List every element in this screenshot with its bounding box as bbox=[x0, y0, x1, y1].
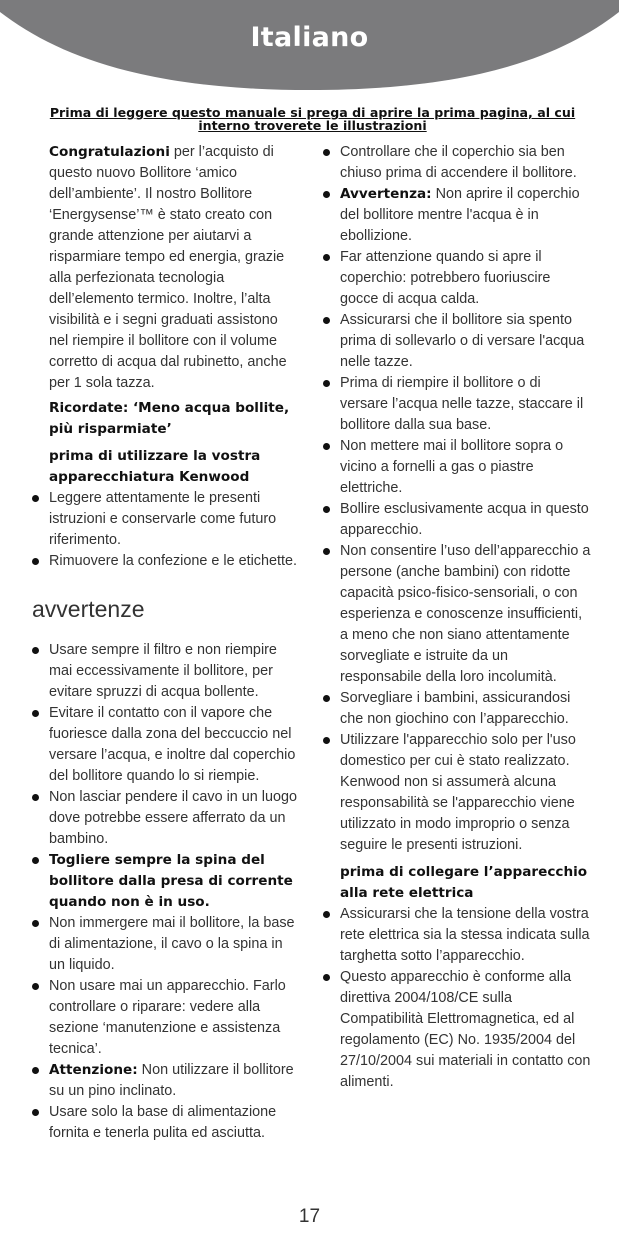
list-item: Far attenzione quando si apre il coperchio: potrebbero fuoriuscire gocce di acqua calda. bbox=[323, 247, 591, 310]
page-number: 17 bbox=[298, 1206, 321, 1227]
list-item: Evitare il contatto con il vapore che fuoriesce dalla zona del beccuccio nel versare l’acqua, e inoltre dal coperchio del bollitore quando lo si riempie. bbox=[32, 703, 300, 787]
before-connect-list bbox=[323, 904, 591, 1093]
attention-lead: Attenzione: bbox=[49, 1062, 138, 1078]
list-item: Utilizzare l'apparecchio solo per l'uso domestico per cui è stato realizzato. Kenwood non si assumerà alcuna responsabilità se l'apparecchio viene utilizzato in modo improprio o senza seguire le presenti istruzioni. bbox=[323, 730, 591, 856]
list-item: Prima di riempire il bollitore o di versare l’acqua nelle tazze, staccare il bollitore dalla sua base. bbox=[323, 373, 591, 436]
list-item: Leggere attentamente le presenti istruzioni e conservarle come futuro riferimento. bbox=[32, 488, 300, 551]
list-item: Non consentire l’uso dell’apparecchio a persone (anche bambini) con ridotte capacità psico-fisico-sensoriali, o con esperienza e conoscenze insufficienti, a meno che non siano attentamente sorvegliate e istruite da un responsabile della loro incolumità. bbox=[323, 541, 591, 688]
list-item: Non immergere mai il bollitore, la base di alimentazione, il cavo o la spina in un liquido. bbox=[32, 913, 300, 976]
list-item: Controllare che il coperchio sia ben chiuso prima di accendere il bollitore. bbox=[323, 142, 591, 184]
before-connect-heading: prima di collegare l’apparecchio alla rete elettrica bbox=[340, 864, 588, 901]
page-language-title: Italiano bbox=[250, 22, 369, 53]
intro-paragraph bbox=[49, 142, 300, 394]
list-item: Non mettere mai il bollitore sopra o vicino a fornelli a gas o piastre elettriche. bbox=[323, 436, 591, 499]
intro-lead: Congratulazioni bbox=[49, 144, 170, 160]
list-item: Assicurarsi che il bollitore sia spento prima di sollevarlo o di versare l'acqua nelle tazze. bbox=[323, 310, 591, 373]
illustrations-notice: Prima di leggere questo manuale si prega di aprire la prima pagina, al cui interno troverete le illustrazioni bbox=[49, 105, 576, 133]
left-column bbox=[32, 142, 300, 1144]
list-item: Rimuovere la confezione e le etichette. bbox=[32, 551, 300, 572]
list-item: Non lasciar pendere il cavo in un luogo dove potrebbe essere afferrato da un bambino. bbox=[32, 787, 300, 850]
before-use-heading: prima di utilizzare la vostra apparecchiatura Kenwood bbox=[49, 448, 261, 485]
attention-text: Non utilizzare il bollitore su un pino inclinato. bbox=[49, 1062, 294, 1099]
header-band bbox=[0, 0, 619, 100]
list-item: Assicurarsi che la tensione della vostra rete elettrica sia la stessa indicata sulla targhetta sotto l’apparecchio. bbox=[323, 904, 591, 967]
list-item: Sorvegliare i bambini, assicurandosi che non giochino con l’apparecchio. bbox=[323, 688, 591, 730]
before-use-list bbox=[32, 488, 300, 572]
warning-lead: Avvertenza: bbox=[340, 186, 432, 202]
warnings-list-left bbox=[32, 640, 300, 1144]
list-item: Bollire esclusivamente acqua in questo apparecchio. bbox=[323, 499, 591, 541]
list-item: Usare solo la base di alimentazione fornita e tenerla pulita ed asciutta. bbox=[32, 1102, 300, 1144]
warning-text: Non aprire il coperchio del bollitore mentre l'acqua è in ebollizione. bbox=[340, 186, 580, 244]
intro-text: per l’acquisto di questo nuovo Bollitore ‘amico dell’ambiente’. Il nostro Bollitore ‘Energysense’™ è stato creato con grande attenzione per aiutarvi a risparmiare tempo ed energia, grazie alla perfezionata tecnologia dell’elemento termico. Inoltre, l’alta visibilità e i segni graduati assistono nel riempire il bollitore con il volume corretto di acqua dal rubinetto, anche per 1 sola tazza. bbox=[49, 144, 287, 391]
remember-slogan: Ricordate: ‘Meno acqua bollite, più risparmiate’ bbox=[49, 400, 290, 437]
list-item: Non usare mai un apparecchio. Farlo controllare o riparare: vedere alla sezione ‘manutenzione e assistenza tecnica’. bbox=[32, 976, 300, 1060]
warnings-list-right bbox=[323, 142, 591, 856]
warnings-title: avvertenze bbox=[32, 596, 145, 622]
list-item-unplug-warning: Togliere sempre la spina del bollitore dalla presa di corrente quando non è in uso. bbox=[32, 850, 300, 913]
right-column bbox=[323, 142, 591, 1093]
list-item bbox=[323, 184, 591, 247]
list-item: Usare sempre il filtro e non riempire mai eccessivamente il bollitore, per evitare spruzzi di acqua bollente. bbox=[32, 640, 300, 703]
list-item: Questo apparecchio è conforme alla direttiva 2004/108/CE sulla Compatibilità Elettromagnetica, ed al regolamento (EC) No. 1935/2004 del 27/10/2004 sui materiali in contatto con alimenti. bbox=[323, 967, 591, 1093]
list-item bbox=[32, 1060, 300, 1102]
